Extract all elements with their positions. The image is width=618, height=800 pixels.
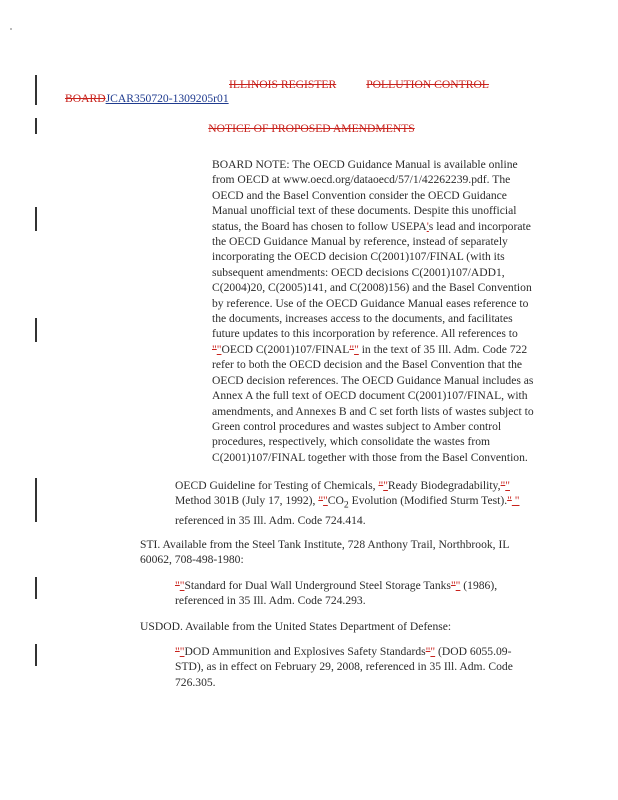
- deleted-quote: ": [425, 645, 431, 658]
- dod-reference-text: (DOD 6055.09-STD), as in effect on February 29, 2008, referenced in 35 Ill. Adm. Code 726.305.: [175, 645, 513, 689]
- revision-bar: [35, 478, 37, 522]
- sti-reference-paragraph: [175, 578, 535, 609]
- deleted-quote: ": [349, 342, 355, 356]
- oecd-text-2: Method 301B (July 17, 1992),: [175, 494, 319, 508]
- deleted-quote: ": [175, 579, 180, 592]
- revision-bar: [35, 318, 37, 342]
- board-note-text-c: in the text of 35 Ill. Adm. Code 722 refer to both the OECD decision and the Basel Convention that the OECD decision references. The OECD Guidance Manual includes as Annex A the full text of OECD document C(2001)107/FINAL, with amendments, and Annexes B and C set forth lists of wastes subject to Green control procedures and wastes subject to Amber control procedures, respectively, which consolidate the wastes from C(2001)107/FINAL together with those from the Basel Convention.: [212, 342, 534, 464]
- deleted-quote: ": [318, 494, 324, 508]
- board-name-deleted-cont: BOARD: [65, 92, 106, 106]
- usdod-text: USDOD. Available from the United States Department of Defense:: [140, 620, 452, 633]
- usdod-paragraph: [140, 619, 540, 634]
- inserted-quote: ": [383, 479, 388, 492]
- deleted-quote: ": [450, 579, 456, 592]
- sti-paragraph: [140, 537, 540, 568]
- sti-standard-title: Standard for Dual Wall Underground Steel Storage Tanks: [184, 579, 451, 592]
- oecd-text-1: OECD Guideline for Testing of Chemicals,: [175, 479, 379, 492]
- jcar-document-code: JCAR350720-1309205r01: [105, 92, 229, 106]
- dod-standard-title: DOD Ammunition and Explosives Safety Standards: [184, 645, 426, 658]
- sti-text: STI. Available from the Steel Tank Institute, 728 Anthony Trail, Northbrook, IL 60062, 708-498-1980:: [140, 538, 509, 567]
- board-note-text-b: s lead and incorporate the OECD Guidance Manual by reference, instead of separately incorporating the OECD decision C(2001)107/FINAL (with its subsequent amendments: OECD decisions C(2001)107/ADD1, C(2004)20, C(2005)141, and C(2008)156) and the Basel Convention by reference. Use of the OECD Guidance Manual eases reference to the documents, increases access to the documents, and facilitates future updates to this incorporation by reference. All references to: [212, 219, 532, 341]
- oecd-title-1: Ready Biodegradability,: [387, 479, 501, 492]
- register-title-deleted: ILLINOIS REGISTER: [229, 78, 337, 91]
- oecd-guideline-paragraph: [175, 478, 535, 528]
- deleted-quote: ": [378, 479, 384, 492]
- oecd-title-2-subscript: 2: [343, 499, 349, 511]
- oecd-text-3: referenced in 35 Ill. Adm. Code 724.414.: [175, 513, 366, 527]
- inserted-quote: ": [323, 494, 328, 508]
- oecd-title-2: CO: [327, 494, 344, 508]
- inserted-apostrophe: ': [426, 219, 429, 233]
- page-header: [65, 78, 535, 107]
- deleted-quote: ": [500, 479, 506, 492]
- inserted-quote: ": [179, 579, 185, 592]
- header-line-1: [65, 78, 535, 92]
- inserted-quote: ": [511, 494, 520, 508]
- revision-bar: [35, 75, 37, 105]
- oecd-title-2-rest: Evolution (Modified Sturm Test).: [348, 494, 508, 508]
- quoted-reference: OECD C(2001)107/FINAL: [221, 342, 350, 356]
- sti-reference-text: (1986), referenced in 35 Ill. Adm. Code 724.293.: [175, 579, 498, 608]
- revision-bar: [35, 644, 37, 666]
- inserted-quote: ": [430, 645, 436, 658]
- inserted-quote: ": [505, 479, 510, 492]
- dod-reference-paragraph: [175, 644, 535, 690]
- board-note-text-a: BOARD NOTE: The OECD Guidance Manual is available online from OECD at www.oecd.org/dataoecd/57/1/42262239.pdf. The OECD and the Basel Convention consider the OECD Guidance Manual unofficial text of these documents. Despite this unofficial status, the Board has chosen to follow USEPA: [212, 158, 518, 233]
- inserted-quote: ": [179, 645, 185, 658]
- header-line-2: [65, 92, 535, 106]
- deleted-quote: ": [507, 494, 512, 508]
- deleted-quote: ": [212, 342, 217, 356]
- inserted-quote: ": [216, 342, 222, 356]
- notice-title-deleted: NOTICE OF PROPOSED AMENDMENTS: [208, 122, 415, 135]
- revision-bar: [35, 577, 37, 599]
- board-note-paragraph: [212, 157, 538, 465]
- deleted-quote: ": [175, 645, 180, 658]
- scan-speck: [10, 28, 12, 30]
- board-name-deleted: POLLUTION CONTROL: [366, 78, 489, 91]
- inserted-quote: ": [455, 579, 461, 592]
- inserted-quote: ": [354, 342, 359, 356]
- revision-bar: [35, 207, 37, 231]
- notice-title: [0, 121, 618, 136]
